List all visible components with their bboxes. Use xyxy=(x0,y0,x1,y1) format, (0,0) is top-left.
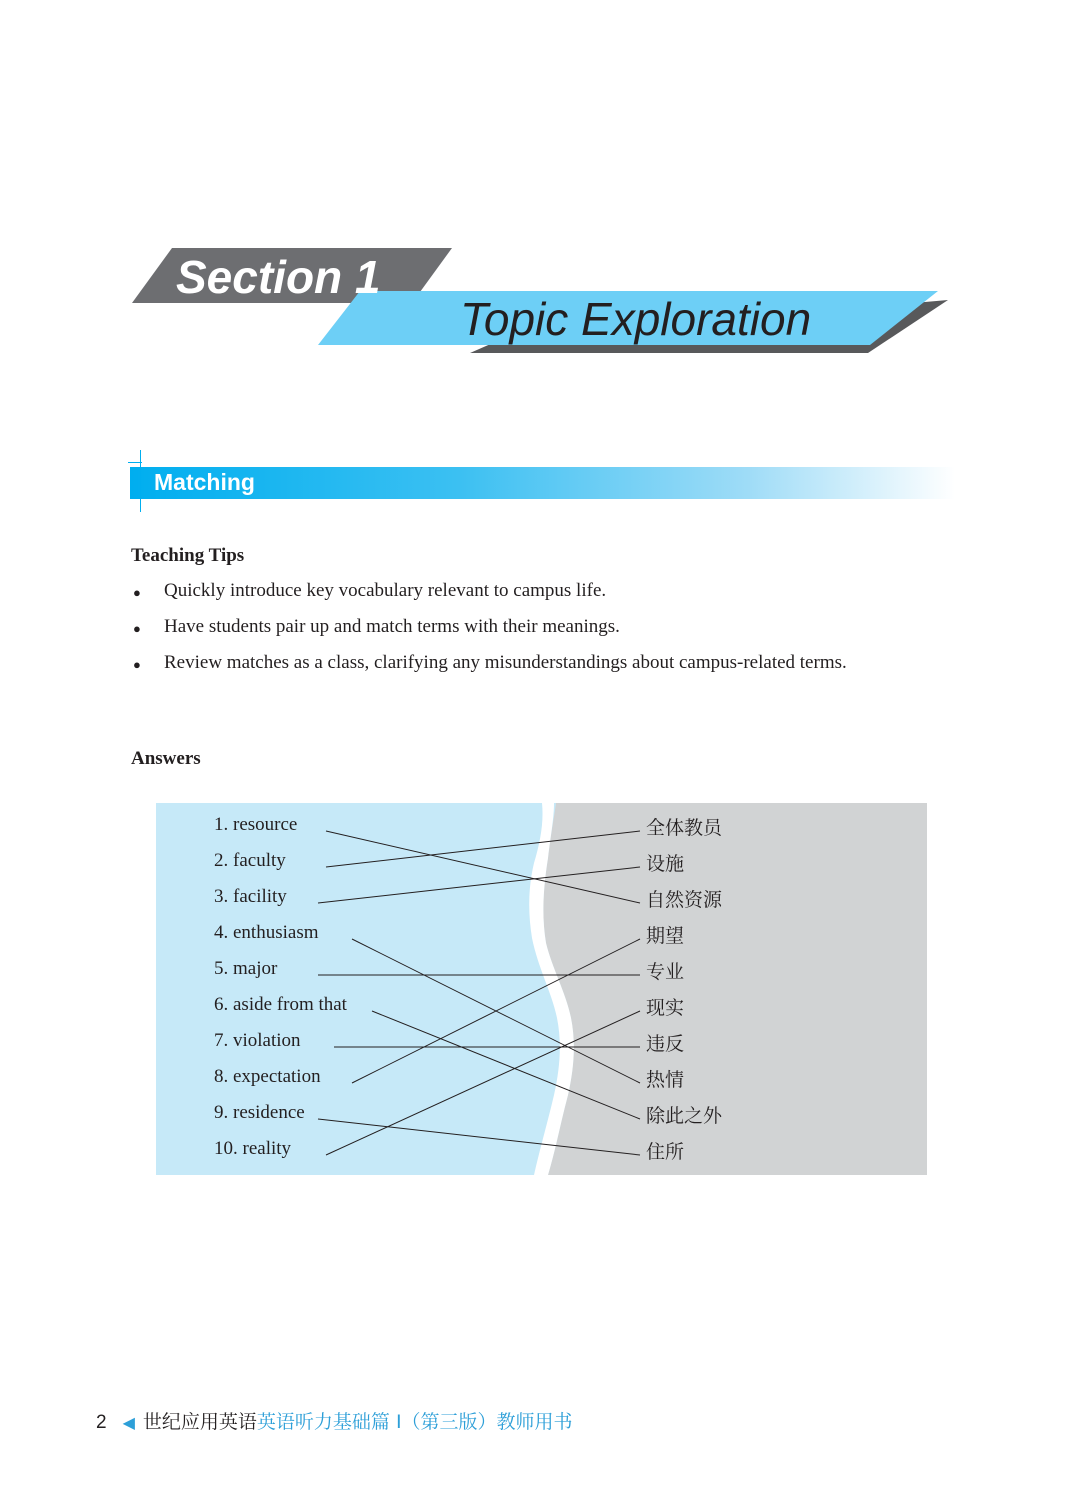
bullet-icon: ● xyxy=(133,621,141,636)
meaning-item: 期望 xyxy=(646,925,685,947)
term-item: 8. expectation xyxy=(214,1066,321,1087)
tip-text: Quickly introduce key vocabulary relevant to campus life. xyxy=(164,580,607,601)
bullet-icon: ● xyxy=(133,585,141,600)
term-item: 6. aside from that xyxy=(214,994,347,1015)
teaching-tips-list xyxy=(131,580,847,688)
page-footer xyxy=(96,1407,573,1434)
meaning-item: 全体教员 xyxy=(646,817,723,839)
answers-matching-panel xyxy=(156,803,927,1175)
tip-text: Review matches as a class, clarifying any misunderstandings about campus-related terms. xyxy=(164,652,847,673)
term-item: 7. violation xyxy=(214,1030,301,1051)
bullet-icon: ● xyxy=(133,657,141,672)
tip-item xyxy=(131,652,847,688)
meaning-item: 自然资源 xyxy=(646,889,723,911)
meaning-item: 现实 xyxy=(646,997,685,1019)
meaning-item: 专业 xyxy=(646,961,685,983)
term-item: 5. major xyxy=(214,958,278,979)
tip-item xyxy=(131,580,847,616)
term-item: 1. resource xyxy=(214,814,298,835)
matching-bar-tick-horizontal xyxy=(128,462,142,463)
meaning-item: 除此之外 xyxy=(646,1105,723,1127)
term-item: 10. reality xyxy=(214,1138,292,1159)
meaning-item: 设施 xyxy=(646,853,685,875)
teaching-tips-heading: Teaching Tips xyxy=(131,545,245,566)
term-item: 4. enthusiasm xyxy=(214,922,319,943)
meaning-item: 热情 xyxy=(646,1069,685,1091)
matching-label: Matching xyxy=(154,469,255,495)
book-title: 英语听力基础篇 I（第三版）教师用书 xyxy=(256,1411,573,1433)
term-item: 3. facility xyxy=(214,886,287,907)
answers-heading: Answers xyxy=(131,748,201,769)
matching-bar-tick xyxy=(140,450,141,512)
panel-gray-area xyxy=(543,803,927,1175)
meaning-item: 住所 xyxy=(646,1141,685,1163)
tip-text: Have students pair up and match terms with their meanings. xyxy=(164,616,620,637)
term-item: 2. faculty xyxy=(214,850,286,871)
section-title: Topic Exploration xyxy=(460,293,812,345)
meaning-item: 违反 xyxy=(646,1033,685,1055)
left-triangle-icon: ◀ xyxy=(122,1415,135,1432)
term-item: 9. residence xyxy=(214,1102,305,1123)
section-number-label: Section 1 xyxy=(176,251,381,303)
series-title: 世纪应用英语 xyxy=(142,1411,257,1433)
page-number: 2 xyxy=(96,1412,107,1433)
tip-item xyxy=(131,616,847,652)
